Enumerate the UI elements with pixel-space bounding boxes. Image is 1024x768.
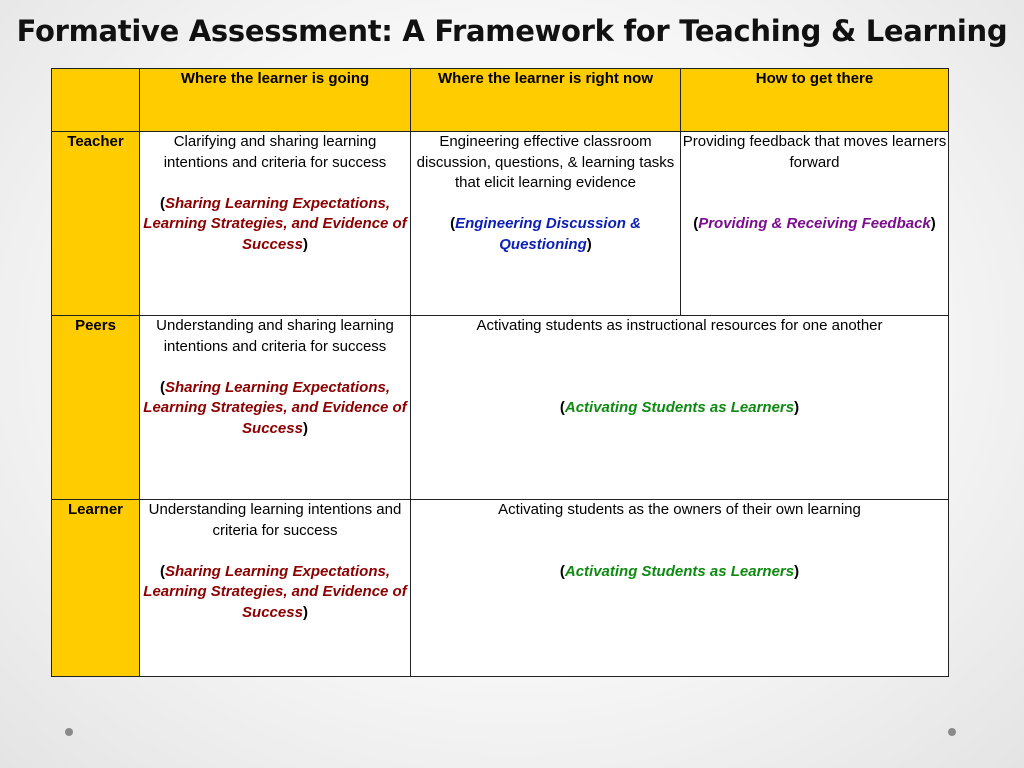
learner-merged-cell (411, 500, 949, 677)
corner-cell (52, 69, 140, 132)
slide-title: Formative Assessment: A Framework for Teaching & Learning (16, 14, 1008, 48)
column-header-going: Where the learner is going (140, 69, 411, 132)
peers-going-cell (140, 316, 411, 500)
column-header-now: Where the learner is right now (411, 69, 681, 132)
cell-reference: (Sharing Learning Expectations, Learning Strategies, and Evidence of Success) (143, 378, 407, 437)
table-row-learner (52, 500, 949, 677)
teacher-now-cell (411, 132, 681, 316)
row-header-learner: Learner (52, 500, 140, 677)
column-header-how: How to get there (681, 69, 949, 132)
cell-reference: (Activating Students as Learners) (559, 562, 800, 580)
cell-text: Understanding learning intentions and criteria for success (148, 501, 402, 539)
teacher-going-cell (140, 132, 411, 316)
decorative-dot-left (65, 728, 73, 736)
header-row (52, 69, 949, 132)
cell-text: Activating students as instructional resources for one another (476, 317, 883, 334)
cell-text: Providing feedback that moves learners forward (682, 133, 947, 171)
cell-reference: (Activating Students as Learners) (559, 399, 800, 416)
teacher-how-cell (681, 132, 949, 316)
cell-text: Engineering effective classroom discussion, questions, & learning tasks that elicit learning evidence (416, 133, 675, 191)
peers-merged-cell (411, 316, 949, 500)
row-header-teacher: Teacher (52, 132, 140, 316)
cell-reference: (Engineering Discussion & Questioning) (450, 215, 641, 253)
table-row-peers (52, 316, 949, 500)
framework-table (51, 68, 949, 677)
cell-text: Understanding and sharing learning intentions and criteria for success (156, 317, 394, 355)
cell-text: Clarifying and sharing learning intentions and criteria for success (163, 133, 387, 171)
decorative-dot-right (948, 728, 956, 736)
cell-reference: (Providing & Receiving Feedback) (693, 215, 936, 232)
cell-reference: (Sharing Learning Expectations, Learning Strategies, and Evidence of Success) (143, 562, 407, 621)
learner-going-cell (140, 500, 411, 677)
row-header-peers: Peers (52, 316, 140, 500)
cell-text: Activating students as the owners of their own learning (498, 501, 861, 518)
cell-reference: (Sharing Learning Expectations, Learning Strategies, and Evidence of Success) (143, 194, 407, 253)
table-row-teacher (52, 132, 949, 316)
